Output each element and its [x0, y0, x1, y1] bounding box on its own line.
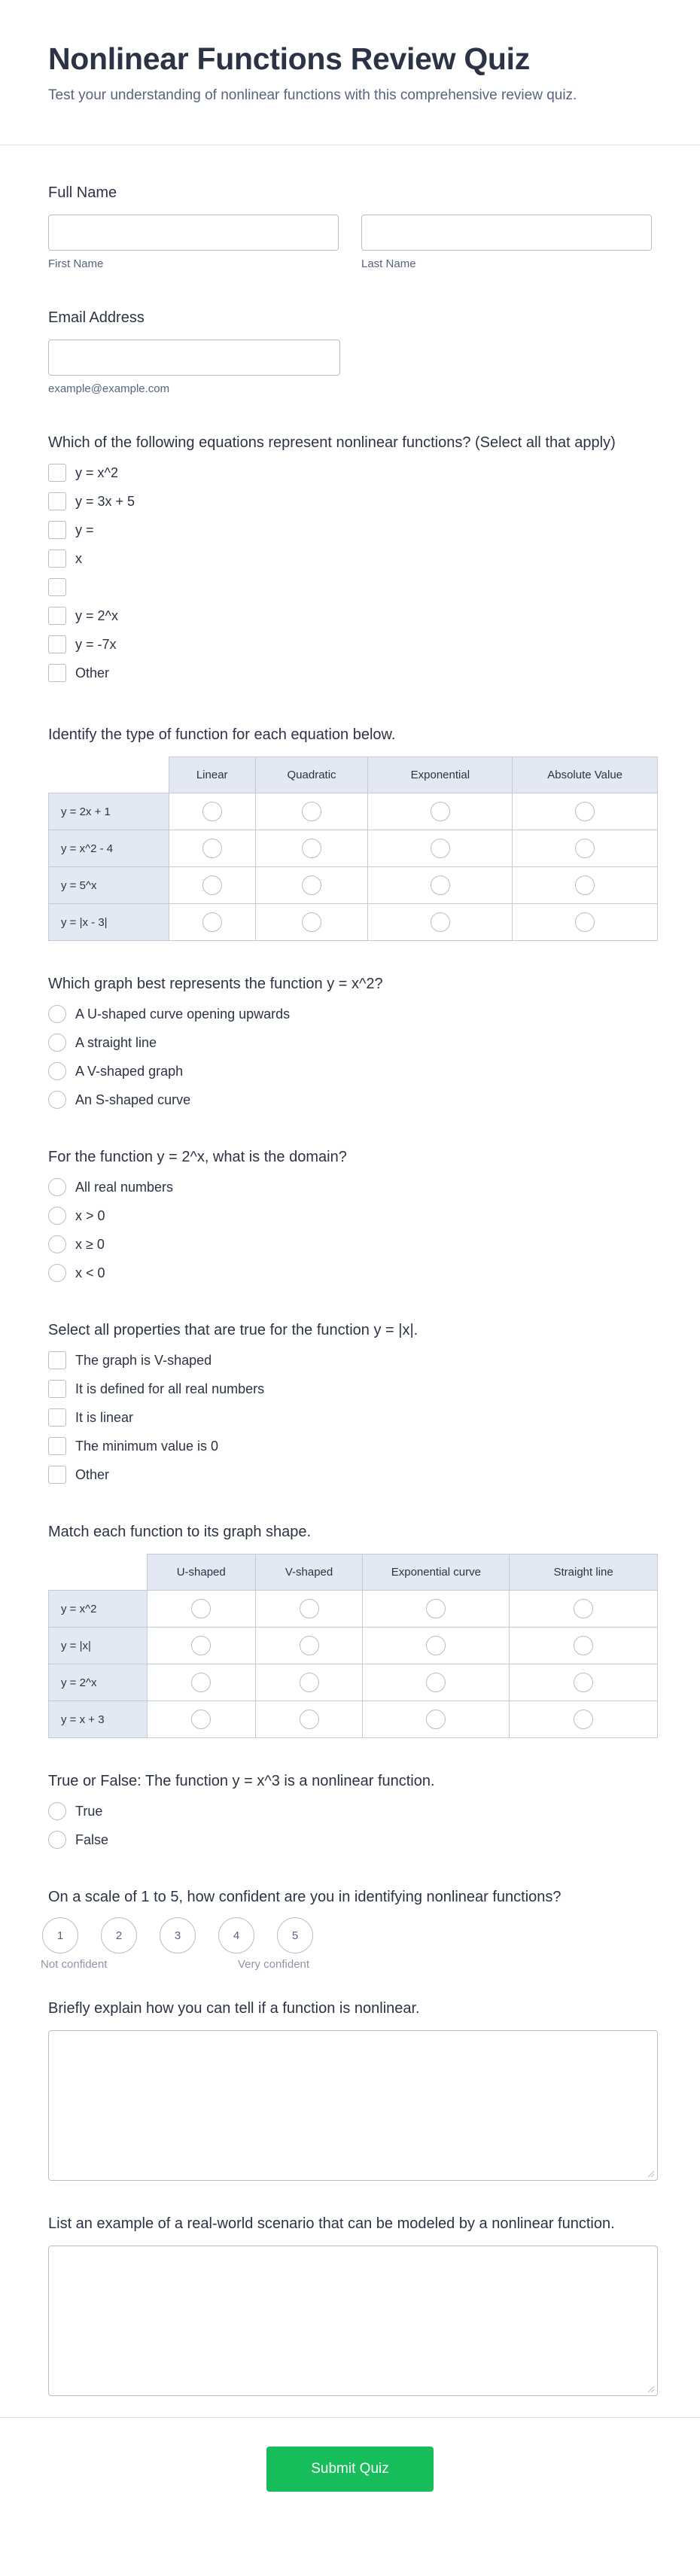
matrix-row — [49, 867, 658, 904]
radio-button[interactable] — [48, 1178, 66, 1196]
last-name-sublabel: Last Name — [361, 257, 416, 270]
email-sublabel: example@example.com — [48, 382, 170, 395]
radio-button[interactable] — [48, 1034, 66, 1052]
checkbox[interactable] — [48, 1466, 66, 1484]
matrix-row-label: y = 2^x — [49, 1664, 148, 1701]
graph-shape-matrix-question — [48, 1522, 652, 1738]
matrix-radio[interactable] — [574, 1710, 593, 1729]
full-name-field — [48, 183, 652, 270]
matrix-radio[interactable] — [302, 912, 321, 932]
matrix-radio[interactable] — [575, 802, 595, 821]
domain-option[interactable]: All real numbers — [48, 1173, 652, 1201]
matrix-radio[interactable] — [191, 1599, 211, 1618]
scale-option-1[interactable]: 1 — [42, 1917, 78, 1953]
graph-option[interactable]: A straight line — [48, 1028, 652, 1057]
confidence-scale-label: On a scale of 1 to 5, how confident are you in identifying nonlinear functions? — [48, 1889, 562, 1905]
example-textarea[interactable] — [48, 2246, 658, 2396]
matrix-column-header: Linear — [169, 757, 255, 793]
matrix-radio[interactable] — [202, 912, 222, 932]
graph-shape-matrix-label: Match each function to its graph shape. — [48, 1524, 312, 1540]
form-title: Nonlinear Functions Review Quiz — [48, 41, 530, 76]
submit-quiz-button[interactable]: Submit Quiz — [266, 2447, 434, 2492]
nonlinear-option[interactable]: Other — [48, 659, 652, 687]
scale-option-5[interactable]: 5 — [277, 1917, 313, 1953]
domain-option[interactable]: x < 0 — [48, 1259, 652, 1287]
nonlinear-option[interactable]: y = — [48, 516, 652, 544]
matrix-row — [49, 793, 658, 830]
checkbox[interactable] — [48, 1437, 66, 1455]
matrix-radio[interactable] — [574, 1673, 593, 1692]
form-header — [0, 0, 700, 145]
radio-button[interactable] — [48, 1235, 66, 1253]
scale-max-label: Very confident — [238, 1958, 310, 1971]
matrix-radio[interactable] — [191, 1636, 211, 1655]
matrix-radio[interactable] — [300, 1636, 319, 1655]
form-footer — [0, 2417, 700, 2492]
radio-button[interactable] — [48, 1005, 66, 1023]
resize-handle-icon[interactable] — [647, 2170, 655, 2178]
checkbox[interactable] — [48, 550, 66, 568]
checkbox[interactable] — [48, 635, 66, 653]
checkbox[interactable] — [48, 492, 66, 510]
matrix-radio[interactable] — [431, 912, 450, 932]
matrix-radio[interactable] — [574, 1636, 593, 1655]
matrix-column-header: Exponential curve — [363, 1554, 510, 1591]
matrix-row — [49, 1701, 658, 1738]
nonlinear-option[interactable]: y = -7x — [48, 630, 652, 659]
scale-min-label: Not confident — [41, 1958, 108, 1971]
matrix-radio[interactable] — [431, 802, 450, 821]
properties-option[interactable]: The graph is V-shaped — [48, 1346, 652, 1375]
first-name-input[interactable] — [48, 215, 339, 251]
matrix-radio[interactable] — [202, 839, 222, 858]
scale-option-4[interactable]: 4 — [218, 1917, 254, 1953]
properties-option[interactable]: The minimum value is 0 — [48, 1432, 652, 1460]
explain-textarea[interactable] — [48, 2030, 658, 2181]
properties-option[interactable]: Other — [48, 1460, 652, 1489]
matrix-radio[interactable] — [202, 875, 222, 895]
graph-shape-matrix — [48, 1554, 658, 1738]
checkbox[interactable] — [48, 664, 66, 682]
matrix-radio[interactable] — [575, 839, 595, 858]
matrix-row — [49, 1664, 658, 1701]
radio-button[interactable] — [48, 1207, 66, 1225]
radio-button[interactable] — [48, 1264, 66, 1282]
matrix-column-header: U-shaped — [147, 1554, 255, 1591]
checkbox[interactable] — [48, 578, 66, 596]
radio-button[interactable] — [48, 1802, 66, 1820]
true-false-question-label: True or False: The function y = x^3 is a nonlinear function. — [48, 1773, 435, 1789]
email-input[interactable] — [48, 340, 340, 376]
nonlinear-option[interactable]: y = x^2 — [48, 458, 652, 487]
matrix-row-label: y = x^2 - 4 — [49, 830, 169, 867]
nonlinear-option[interactable] — [48, 573, 652, 601]
properties-question-label: Select all properties that are true for the function y = |x|. — [48, 1322, 418, 1338]
properties-option[interactable]: It is defined for all real numbers — [48, 1375, 652, 1403]
graph-question-label: Which graph best represents the function y = x^2? — [48, 976, 383, 992]
matrix-radio[interactable] — [300, 1710, 319, 1729]
example-question-label: List an example of a real-world scenario that can be modeled by a nonlinear function. — [48, 2215, 615, 2232]
matrix-radio[interactable] — [426, 1710, 446, 1729]
matrix-radio[interactable] — [302, 839, 321, 858]
checkbox[interactable] — [48, 521, 66, 539]
matrix-row-label: y = x + 3 — [49, 1701, 148, 1738]
example-question — [48, 2214, 652, 2396]
last-name-input[interactable] — [361, 215, 652, 251]
scale-option-2[interactable]: 2 — [101, 1917, 137, 1953]
domain-option[interactable]: x > 0 — [48, 1201, 652, 1230]
radio-button[interactable] — [48, 1062, 66, 1080]
domain-question — [48, 1147, 652, 1287]
matrix-row-label: y = 2x + 1 — [49, 793, 169, 830]
matrix-row-label: y = 5^x — [49, 867, 169, 904]
nonlinear-question — [48, 433, 652, 687]
checkbox[interactable] — [48, 464, 66, 482]
properties-option[interactable]: It is linear — [48, 1403, 652, 1432]
domain-question-label: For the function y = 2^x, what is the domain? — [48, 1149, 347, 1165]
checkbox[interactable] — [48, 607, 66, 625]
matrix-radio[interactable] — [191, 1710, 211, 1729]
matrix-radio[interactable] — [431, 875, 450, 895]
email-field — [48, 308, 652, 395]
matrix-column-header: Straight line — [510, 1554, 658, 1591]
matrix-radio[interactable] — [426, 1599, 446, 1618]
matrix-radio[interactable] — [575, 912, 595, 932]
radio-button[interactable] — [48, 1831, 66, 1849]
function-type-matrix — [48, 757, 658, 941]
graph-option[interactable]: A U-shaped curve opening upwards — [48, 1000, 652, 1028]
checkbox[interactable] — [48, 1380, 66, 1398]
true-false-question — [48, 1771, 652, 1854]
nonlinear-option[interactable]: y = 3x + 5 — [48, 487, 652, 516]
properties-question — [48, 1320, 652, 1489]
matrix-radio[interactable] — [302, 875, 321, 895]
matrix-column-header: Quadratic — [255, 757, 368, 793]
matrix-radio[interactable] — [431, 839, 450, 858]
matrix-row-label: y = |x| — [49, 1628, 148, 1664]
nonlinear-option[interactable]: x — [48, 544, 652, 573]
nonlinear-question-label: Which of the following equations represent nonlinear functions? (Select all that apply) — [48, 434, 616, 451]
function-type-matrix-question — [48, 725, 652, 941]
matrix-row — [49, 904, 658, 941]
graph-option[interactable]: An S-shaped curve — [48, 1086, 652, 1114]
radio-button[interactable] — [48, 1091, 66, 1109]
matrix-radio[interactable] — [426, 1673, 446, 1692]
matrix-row — [49, 1591, 658, 1628]
explain-question-label: Briefly explain how you can tell if a function is nonlinear. — [48, 2000, 420, 2017]
checkbox[interactable] — [48, 1351, 66, 1369]
matrix-column-header: Absolute Value — [513, 757, 658, 793]
graph-question — [48, 974, 652, 1114]
matrix-radio[interactable] — [300, 1673, 319, 1692]
matrix-radio[interactable] — [202, 802, 222, 821]
matrix-radio[interactable] — [426, 1636, 446, 1655]
explain-question — [48, 1999, 652, 2181]
first-name-sublabel: First Name — [48, 257, 104, 270]
true-option[interactable]: True — [48, 1797, 652, 1825]
matrix-column-header: V-shaped — [255, 1554, 363, 1591]
nonlinear-option[interactable]: y = 2^x — [48, 601, 652, 630]
matrix-radio[interactable] — [574, 1599, 593, 1618]
matrix-radio[interactable] — [302, 802, 321, 821]
email-label: Email Address — [48, 309, 145, 326]
form-subtitle: Test your understanding of nonlinear functions with this comprehensive review quiz. — [48, 87, 577, 103]
resize-handle-icon[interactable] — [647, 2386, 655, 2393]
graph-option[interactable]: A V-shaped graph — [48, 1057, 652, 1086]
matrix-radio[interactable] — [575, 875, 595, 895]
confidence-scale-question — [41, 1887, 652, 1976]
matrix-row — [49, 1628, 658, 1664]
matrix-row-label: y = |x - 3| — [49, 904, 169, 941]
false-option[interactable]: False — [48, 1825, 652, 1854]
matrix-row-label: y = x^2 — [49, 1591, 148, 1628]
matrix-radio[interactable] — [191, 1673, 211, 1692]
form-content — [0, 183, 700, 2396]
matrix-corner — [49, 1554, 148, 1591]
checkbox[interactable] — [48, 1408, 66, 1427]
domain-option[interactable]: x ≥ 0 — [48, 1230, 652, 1259]
matrix-corner — [49, 757, 169, 793]
scale-option-3[interactable]: 3 — [160, 1917, 196, 1953]
matrix-radio[interactable] — [300, 1599, 319, 1618]
full-name-label: Full Name — [48, 184, 117, 201]
matrix-row — [49, 830, 658, 867]
function-type-matrix-label: Identify the type of function for each equation below. — [48, 726, 396, 743]
matrix-column-header: Exponential — [368, 757, 513, 793]
